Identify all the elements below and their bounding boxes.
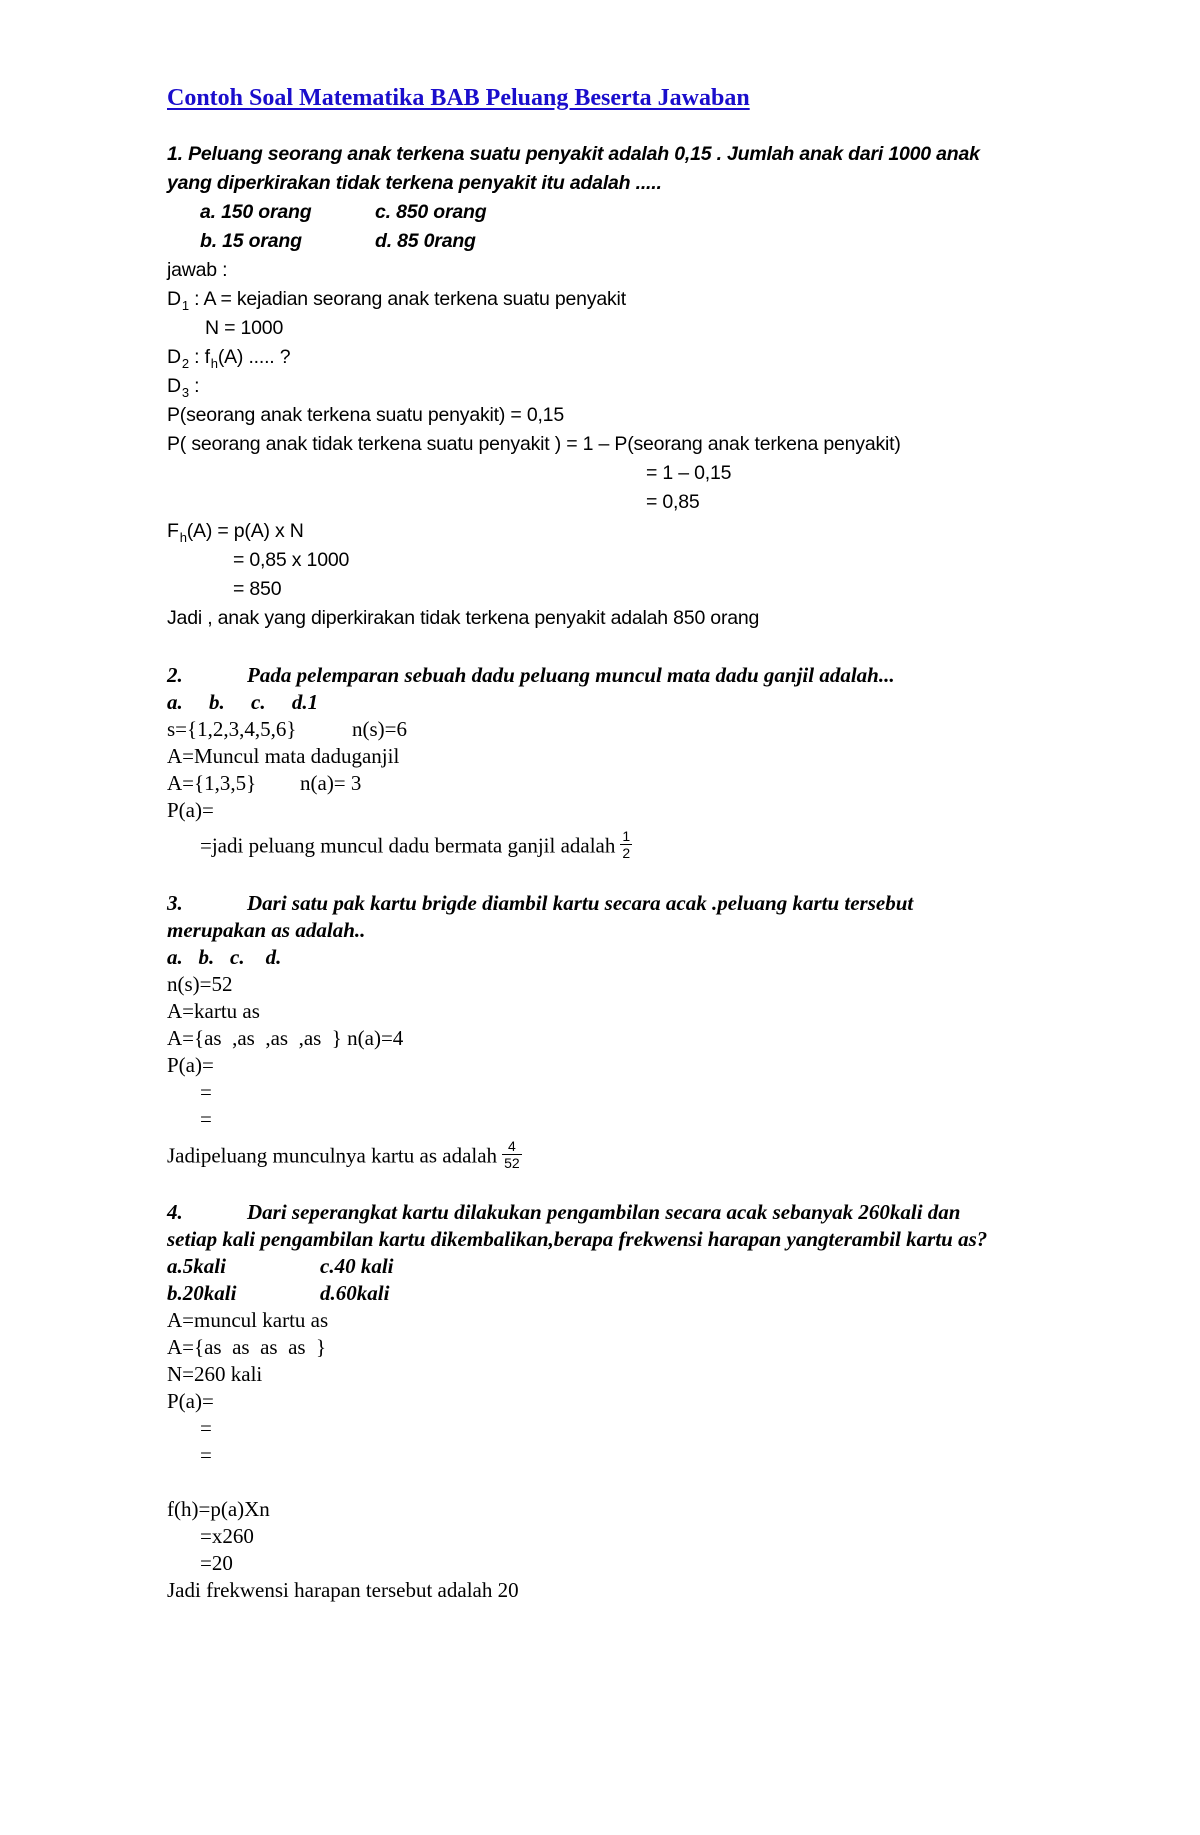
q1-d2-main: D	[167, 346, 181, 368]
q4-eq1: =	[200, 1416, 212, 1440]
q2-p-a: P(a)=	[167, 798, 214, 822]
q1-conclusion: Jadi , anak yang diperkirakan tidak terkena penyakit adalah 850 orang	[167, 607, 760, 629]
q2-options: a. b. c. d.1	[167, 690, 319, 714]
q1-fh3: = 850	[233, 578, 282, 600]
q4-option-d: d.60kali	[320, 1281, 390, 1305]
q3-p-a: P(a)=	[167, 1053, 214, 1077]
q3-number: 3.	[167, 891, 183, 915]
q3-n-s: n(s)=52	[167, 972, 233, 996]
q1-n-line: N = 1000	[205, 317, 284, 339]
q2-n-a: n(a)= 3	[300, 771, 362, 795]
q2-conclusion: =jadi peluang muncul dadu bermata ganjil adalah	[200, 833, 616, 858]
q1-p2: P( seorang anak tidak terkena suatu penyakit ) = 1 – P(seorang anak terkena penyakit)	[167, 433, 901, 455]
q3-conclusion: Jadipeluang munculnya kartu as adalah	[167, 1143, 498, 1168]
q2-question: Pada pelemparan sebuah dadu peluang muncul mata dadu ganjil adalah...	[247, 663, 895, 687]
q2-fraction-denominator: 2	[622, 844, 631, 861]
q2-s-set: s={1,2,3,4,5,6}	[167, 717, 297, 741]
q4-fh: f(h)=p(a)Xn	[167, 1497, 270, 1521]
q4-option-b: b.20kali	[167, 1281, 237, 1305]
q1-p1: P(seorang anak terkena suatu penyakit) = 0,15	[167, 404, 564, 426]
q1-option-b: b. 15 orang	[200, 230, 302, 252]
q1-d3-main: D	[167, 375, 181, 397]
q3-question-line2: merupakan as adalah..	[167, 918, 366, 942]
q4-option-a: a.5kali	[167, 1254, 226, 1278]
q1-option-d: d. 85 0rang	[375, 230, 476, 252]
q3-options: a. b. c. d.	[167, 945, 282, 969]
q1-d3-line	[167, 377, 199, 399]
q3-conclusion-line	[167, 1138, 522, 1173]
q1-fh-main: F	[167, 520, 179, 542]
q4-a-set: A={as as as as }	[167, 1335, 327, 1359]
q2-conclusion-line	[200, 828, 632, 863]
q1-p3: = 1 – 0,15	[646, 462, 732, 484]
q1-question-line1: 1. Peluang seorang anak terkena suatu penyakit adalah 0,15 . Jumlah anak dari 1000 anak	[167, 143, 980, 165]
q4-question-line1: Dari seperangkat kartu dilakukan pengambilan secara acak sebanyak 260kali dan	[247, 1200, 961, 1224]
q4-n-line: N=260 kali	[167, 1362, 263, 1386]
q1-fh2: = 0,85 x 1000	[233, 549, 350, 571]
q4-a-def: A=muncul kartu as	[167, 1308, 329, 1332]
q1-d2-text-a: : f	[188, 346, 210, 368]
q2-a-def: A=Muncul mata daduganjil	[167, 744, 400, 768]
q1-answer-label: jawab :	[167, 259, 228, 281]
q1-question-line2: yang diperkirakan tidak terkena penyakit itu adalah .....	[167, 172, 662, 194]
q3-a-def: A=kartu as	[167, 999, 260, 1023]
q1-d2-line	[167, 348, 290, 370]
q4-option-c: c.40 kali	[320, 1254, 394, 1278]
q4-conclusion: Jadi frekwensi harapan tersebut adalah 20	[167, 1578, 519, 1602]
q1-fh-subscript: h	[179, 530, 187, 545]
q3-question-line1: Dari satu pak kartu brigde diambil kartu secara acak .peluang kartu tersebut	[247, 891, 914, 915]
q1-d1-line	[167, 290, 626, 312]
q1-option-a: a. 150 orang	[200, 201, 312, 223]
q3-a-set: A={as ,as ,as ,as } n(a)=4	[167, 1026, 404, 1050]
q1-option-c: c. 850 orang	[375, 201, 487, 223]
q1-d2-text-b: (A) ..... ?	[217, 346, 291, 368]
q3-eq1: =	[200, 1080, 212, 1104]
q1-d3-text: :	[188, 375, 200, 397]
q3-fraction	[502, 1139, 522, 1170]
q1-d1-text: : A = kejadian seorang anak terkena suatu penyakit	[188, 288, 626, 310]
q1-fh-line	[167, 522, 304, 544]
page-title: Contoh Soal Matematika BAB Peluang Beserta Jawaban	[167, 85, 750, 111]
q2-fraction	[620, 829, 632, 860]
q4-fh3: =20	[200, 1551, 233, 1575]
q3-fraction-denominator: 52	[504, 1154, 520, 1171]
q2-fraction-numerator: 1	[622, 828, 631, 844]
q3-eq2: =	[200, 1107, 212, 1131]
q1-p4: = 0,85	[646, 491, 700, 513]
q2-a-set: A={1,3,5}	[167, 771, 257, 795]
q4-fh2: =x260	[200, 1524, 254, 1548]
q2-n-s: n(s)=6	[352, 717, 408, 741]
q4-number: 4.	[167, 1200, 183, 1224]
q4-eq2: =	[200, 1443, 212, 1467]
q4-question-line2: setiap kali pengambilan kartu dikembalikan,berapa frekwensi harapan yangterambil kartu as?	[167, 1227, 988, 1251]
q3-fraction-numerator: 4	[507, 1138, 516, 1154]
q1-d2-subscript: 2	[181, 356, 189, 371]
q1-d1-subscript: 1	[181, 298, 189, 313]
q1-d3-subscript: 3	[181, 385, 189, 400]
q1-d2-text-subscript: h	[210, 356, 218, 371]
q2-number: 2.	[167, 663, 183, 687]
q4-p-a: P(a)=	[167, 1389, 214, 1413]
q1-d1-main: D	[167, 288, 181, 310]
q1-fh-text: (A) = p(A) x N	[186, 520, 304, 542]
